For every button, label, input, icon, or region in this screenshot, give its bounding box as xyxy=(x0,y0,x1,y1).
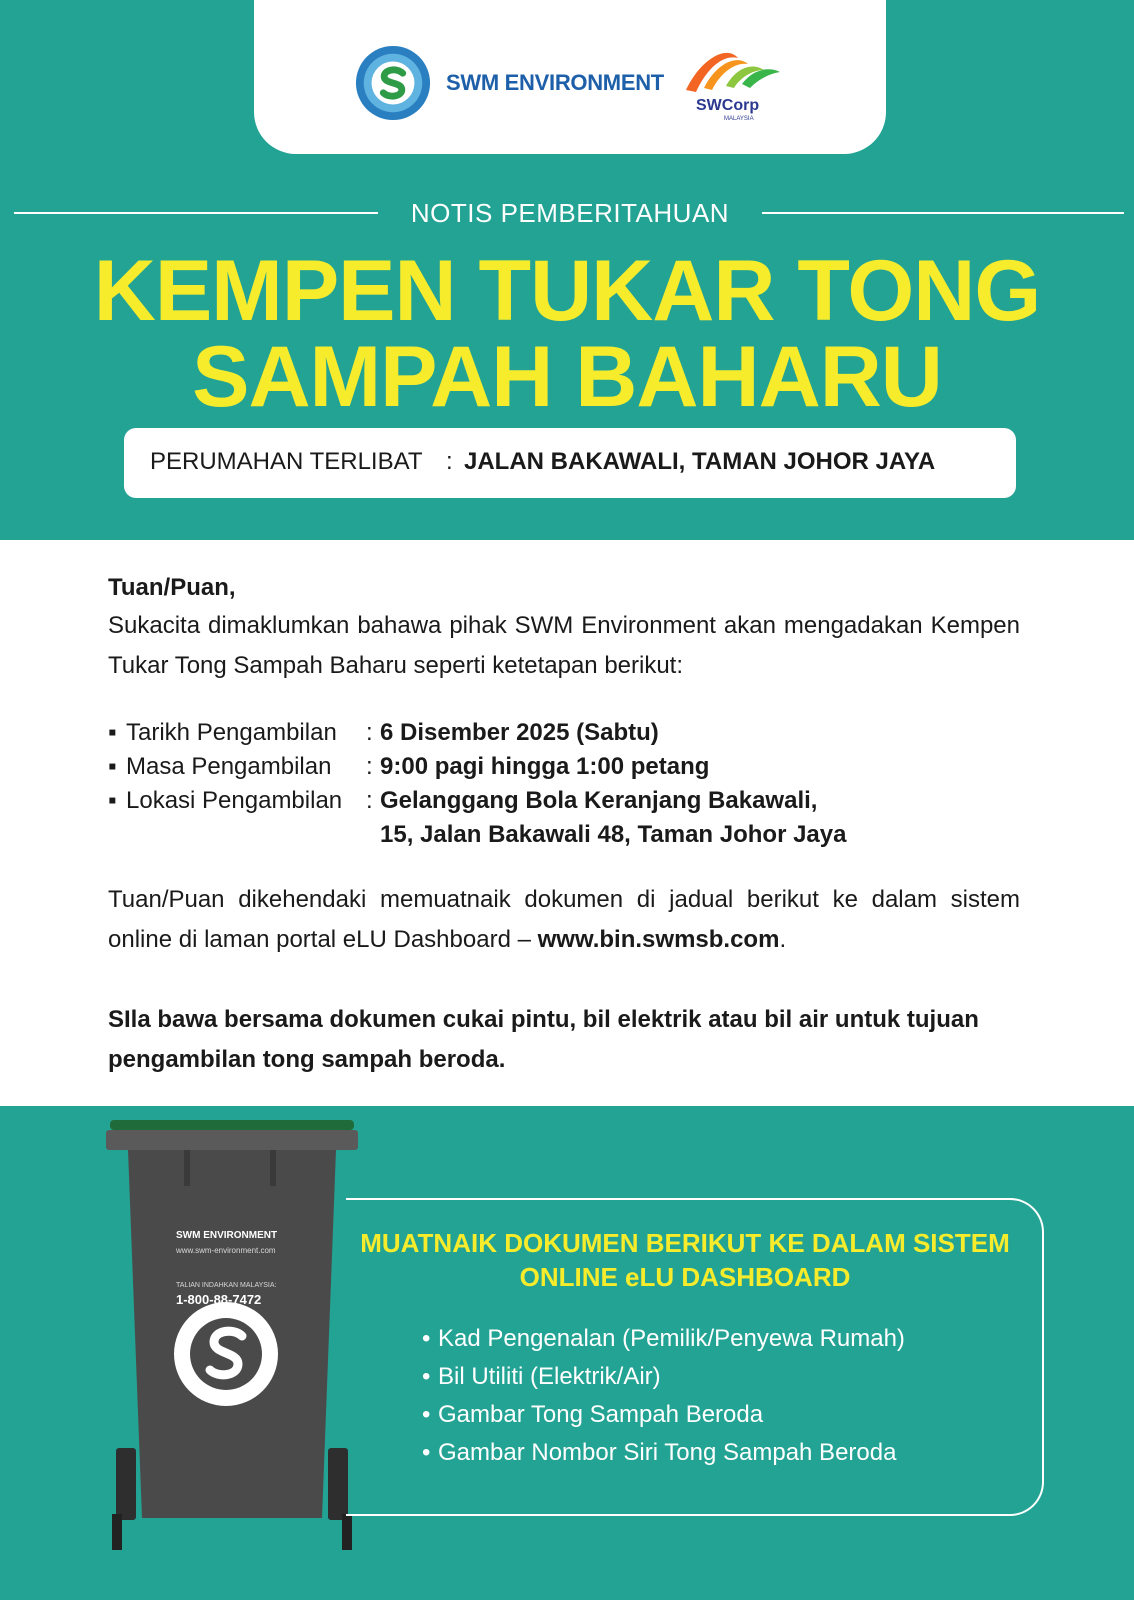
list-item xyxy=(422,1396,905,1434)
upload-end: . xyxy=(779,926,787,953)
divider-left xyxy=(14,212,378,214)
bullet-icon: • xyxy=(422,1363,431,1390)
title-line-2: SAMPAH BAHARU xyxy=(192,329,942,425)
swm-logo-icon xyxy=(354,44,432,122)
notice-label: NOTIS PEMBERITAHUAN xyxy=(410,198,730,228)
title-line-1: KEMPEN TUKAR TONG xyxy=(93,243,1041,339)
document-item: Gambar Tong Sampah Beroda xyxy=(438,1401,764,1428)
detail-location xyxy=(108,784,1020,818)
bullet-icon: • xyxy=(422,1401,431,1428)
document-item: Gambar Nombor Siri Tong Sampah Beroda xyxy=(438,1439,897,1466)
upload-text: Tuan/Puan dikehendaki memuatnaik dokumen di jadual berikut ke dalam sistem online di laman portal eLU Dashboard – xyxy=(108,886,1020,953)
detail-date xyxy=(108,716,1020,750)
bullet-icon: ▪ xyxy=(108,719,117,746)
area-label: PERUMAHAN TERLIBAT xyxy=(150,448,423,475)
header-band xyxy=(0,0,1134,540)
documents-box xyxy=(346,1198,1044,1516)
area-value: JALAN BAKAWALI, TAMAN JOHOR JAYA xyxy=(464,448,936,475)
details-list xyxy=(108,716,1020,852)
bullet-icon: • xyxy=(422,1439,431,1466)
logo-card xyxy=(254,0,886,154)
swcorp-logo-icon xyxy=(682,40,792,126)
detail-value: Gelanggang Bola Keranjang Bakawali, xyxy=(380,787,818,814)
detail-label: Tarikh Pengambilan xyxy=(126,719,337,746)
list-item xyxy=(422,1320,905,1358)
bullet-icon: ▪ xyxy=(108,753,117,780)
area-separator: : xyxy=(446,448,453,475)
list-item xyxy=(422,1358,905,1396)
document-item: Kad Pengenalan (Pemilik/Penyewa Rumah) xyxy=(438,1325,905,1352)
portal-link[interactable]: www.bin.swmsb.com xyxy=(537,926,780,953)
page-title xyxy=(0,243,1134,425)
detail-label: Lokasi Pengambilan xyxy=(126,787,343,814)
swcorp-sub: MALAYSIA xyxy=(724,116,754,122)
documents-title-line-2: ONLINE eLU DASHBOARD xyxy=(519,1262,851,1292)
bring-documents-note: SIla bawa bersama dokumen cukai pintu, bil elektrik atau bil air untuk tujuan pengambilan tong sampah beroda. xyxy=(108,1006,979,1073)
swcorp-name: SWCorp xyxy=(696,97,760,114)
intro-paragraph: Sukacita dimaklumkan bahawa pihak SWM Environment akan mengadakan Kempen Tukar Tong Sampah Baharu seperti ketetapan berikut: xyxy=(108,612,1020,679)
bin-url: www.swm-environment.com xyxy=(176,1246,276,1255)
bullet-icon: • xyxy=(422,1325,431,1352)
bullet-icon: ▪ xyxy=(108,787,117,814)
detail-colon: : xyxy=(366,719,373,746)
detail-value: 6 Disember 2025 (Sabtu) xyxy=(380,719,659,746)
bin-hotline-label: TALIAN INDAHKAN MALAYSIA: xyxy=(176,1282,277,1289)
detail-value: 15, Jalan Bakawali 48, Taman Johor Jaya xyxy=(380,821,847,848)
greeting: Tuan/Puan, xyxy=(108,574,236,601)
detail-time xyxy=(108,750,1020,784)
detail-colon: : xyxy=(366,753,373,780)
bin-brand: SWM ENVIRONMENT xyxy=(176,1230,278,1241)
document-item: Bil Utiliti (Elektrik/Air) xyxy=(438,1363,661,1390)
notice-row xyxy=(14,198,1124,232)
documents-list xyxy=(422,1320,905,1472)
wheelie-bin-icon xyxy=(106,1114,358,1550)
affected-area-box xyxy=(124,428,1016,498)
detail-colon: : xyxy=(366,787,373,814)
footer-band xyxy=(0,1106,1134,1600)
detail-value: 9:00 pagi hingga 1:00 petang xyxy=(380,753,710,780)
swm-brand-name: SWM ENVIRONMENT xyxy=(446,70,664,95)
divider-right xyxy=(762,212,1124,214)
documents-title-line-1: MUATNAIK DOKUMEN BERIKUT KE DALAM SISTEM xyxy=(360,1228,1010,1258)
detail-location-cont xyxy=(108,818,1020,852)
bin-hotline: 1-800-88-7472 xyxy=(176,1292,262,1307)
upload-paragraph xyxy=(108,880,1020,960)
documents-title xyxy=(340,1226,1030,1294)
list-item xyxy=(422,1434,905,1472)
detail-label: Masa Pengambilan xyxy=(126,753,332,780)
